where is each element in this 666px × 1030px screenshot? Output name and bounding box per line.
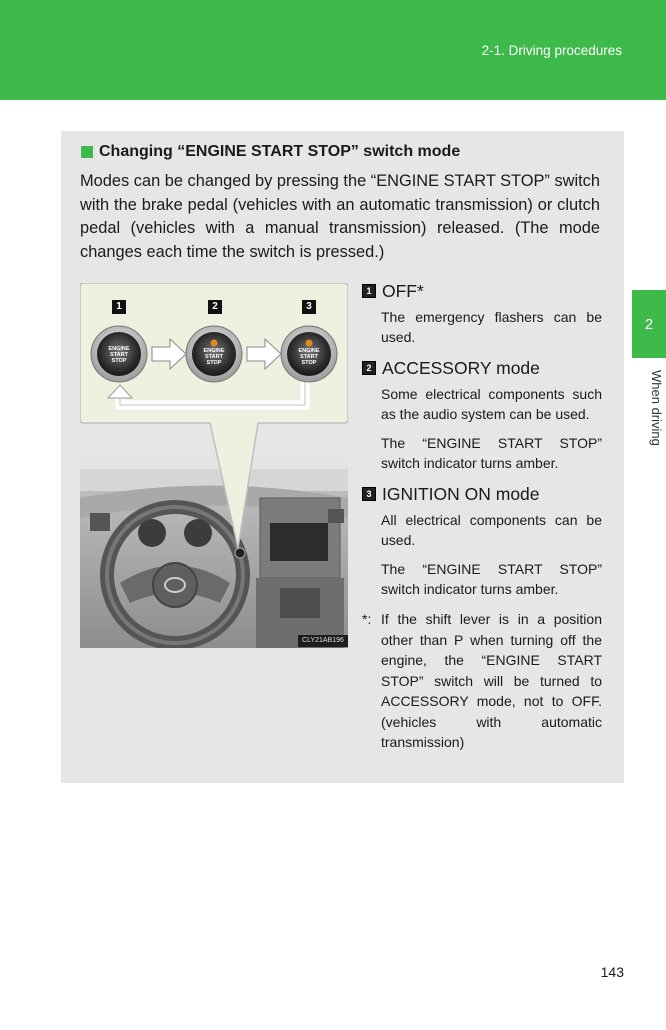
mode-description: The “ENGINE START STOP” switch indicator turns amber. bbox=[381, 435, 602, 471]
engine-switch-illustration bbox=[80, 283, 348, 648]
callout-3: 3 bbox=[306, 301, 312, 312]
footnote-mark: *: bbox=[362, 611, 372, 627]
mode-number: 3 bbox=[362, 487, 376, 501]
footnote bbox=[362, 609, 602, 753]
page-number: 143 bbox=[600, 964, 624, 980]
button-2-label: ENGINE START STOP bbox=[203, 348, 225, 366]
section-heading-text: Changing “ENGINE START STOP” switch mode bbox=[99, 143, 461, 160]
mode-description: The “ENGINE START STOP” switch indicator turns amber. bbox=[381, 561, 602, 597]
chapter-tab bbox=[632, 290, 666, 358]
callout-1: 1 bbox=[116, 301, 122, 312]
button-1-label: ENGINE START STOP bbox=[108, 346, 130, 364]
mode-number: 1 bbox=[362, 284, 376, 298]
mode-list bbox=[362, 278, 602, 753]
section-heading bbox=[81, 143, 460, 161]
mode-description: All electrical components can be used. bbox=[381, 512, 602, 548]
figure-code: CLY21AB196 bbox=[302, 637, 344, 644]
bullet-square-icon bbox=[81, 146, 93, 158]
chapter-number: 2 bbox=[644, 315, 654, 333]
mode-item-off bbox=[362, 278, 602, 347]
illustration bbox=[80, 283, 348, 648]
mode-item-ignition-on bbox=[362, 481, 602, 599]
mode-title: OFF* bbox=[382, 280, 424, 301]
mode-description: Some electrical components such as the audio system can be used. bbox=[381, 386, 602, 422]
chapter-header bbox=[0, 0, 666, 100]
mode-number: 2 bbox=[362, 361, 376, 375]
callout-2: 2 bbox=[212, 301, 218, 312]
mode-description: The emergency flashers can be used. bbox=[381, 309, 602, 345]
mode-title: ACCESSORY mode bbox=[382, 357, 540, 378]
button-3-label: ENGINE START STOP bbox=[298, 348, 320, 366]
mode-title: IGNITION ON mode bbox=[382, 483, 540, 504]
breadcrumb: 2-1. Driving procedures bbox=[481, 43, 622, 58]
footnote-text: If the shift lever is in a position other than P when turning off the engine, the “ENGINE START STOP” switch will be turned to ACCESSORY mode, not to OFF. (vehicles with automatic transmission) bbox=[381, 611, 602, 750]
mode-item-accessory bbox=[362, 355, 602, 473]
chapter-side-label bbox=[650, 370, 666, 470]
intro-paragraph: Modes can be changed by pressing the “ENGINE START STOP” switch with the brake pedal (vehicles with an automatic transmission) or clutch pedal (vehicles with a manual transmission) released. (The mode changes each time the switch is pressed.) bbox=[80, 172, 600, 261]
chapter-title: When driving bbox=[649, 370, 664, 446]
